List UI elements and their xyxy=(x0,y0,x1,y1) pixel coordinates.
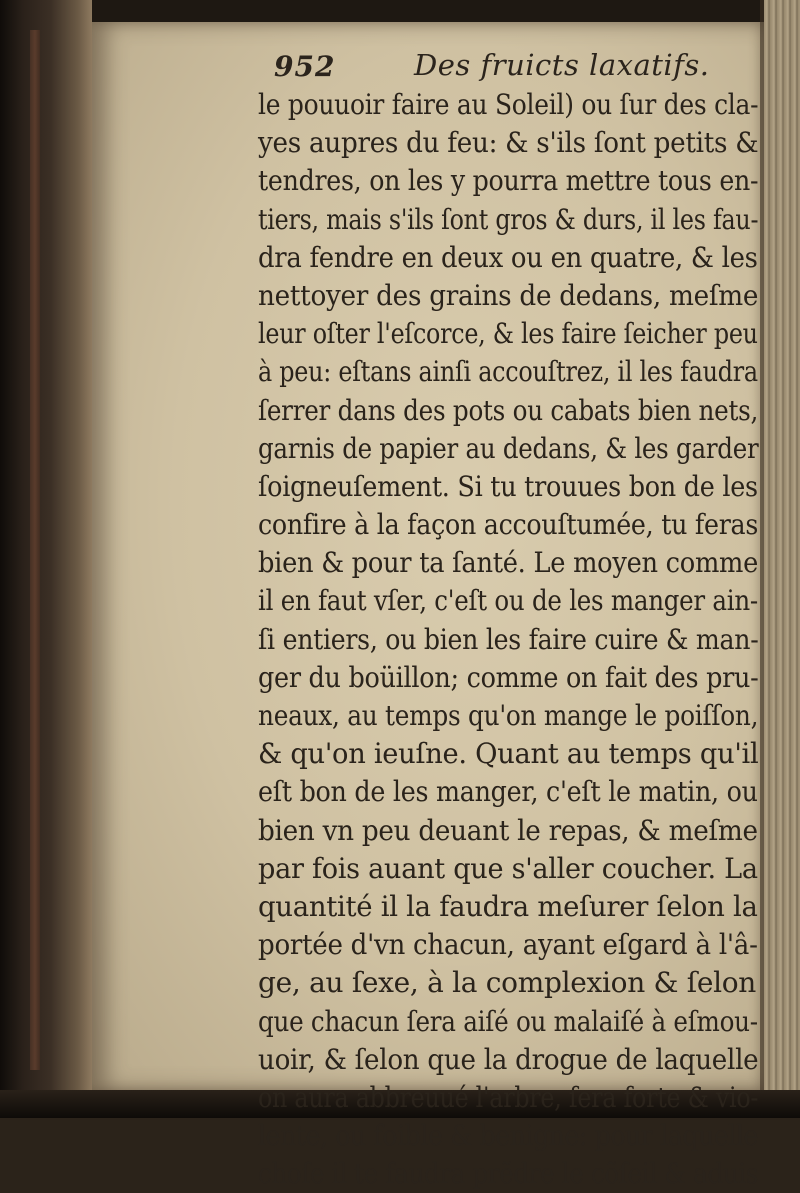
text-line: & qu'on ieuſne. Quant au temps qu'il xyxy=(258,737,759,771)
text-line: bien vn peu deuant le repas, & meſme xyxy=(258,813,758,847)
text-line: portée d'vn chacun, ayant eſgard à l'â- xyxy=(258,928,758,962)
text-line: confire à la façon accouſtumée, tu feras xyxy=(258,508,759,542)
text-line: neaux, au temps qu'on mange le poiſſon, xyxy=(258,699,759,732)
page-number: 952 xyxy=(274,50,336,83)
running-head xyxy=(274,44,734,84)
text-line: ſoigneuſement. Si tu trouues bon de les xyxy=(258,469,758,503)
text-line: on aura abbreuué l'arbre, ſera forte & vio- xyxy=(258,1080,759,1114)
text-line: tiers, mais s'ils ſont gros & durs, il les fau- xyxy=(258,202,759,236)
text-line: garnis de papier au dedans, & les garder xyxy=(258,431,759,465)
text-line: à peu: eſtans ainſi accouſtrez, il les faudra xyxy=(258,355,758,389)
text-line: ſi entiers, ou bien les faire cuire & man- xyxy=(258,622,759,656)
text-line: ger du boüillon; comme on fait des pru- xyxy=(258,660,759,694)
text-line: le pouuoir faire au Soleil) ou ſur des cla- xyxy=(258,88,759,121)
page-edges xyxy=(764,0,800,1118)
text-line: eſt bon de les manger, c'eſt le matin, ou xyxy=(258,775,758,809)
text-line: ge, au ſexe, à la complexion & ſelon xyxy=(258,966,757,1000)
text-line: tendres, on les y pourra mettre tous en- xyxy=(258,164,759,198)
text-line: il en faut vſer, c'eſt ou de les manger ain- xyxy=(258,584,758,618)
text-line: dra fendre en deux ou en quatre, & les xyxy=(258,240,758,274)
text-line: lente, ou foible & benigne: pour laquelle xyxy=(258,1119,759,1153)
text-line: que chacun ſera aiſé ou malaiſé à eſmou- xyxy=(258,1004,758,1038)
text-line: uoir, & ſelon que la drogue de laquelle xyxy=(258,1042,759,1076)
binding-edge xyxy=(30,30,40,1070)
text-line: quantité il la faudra meſurer ſelon la xyxy=(258,889,758,923)
text-line: bien & pour ta ſanté. Le moyen comme xyxy=(258,546,759,580)
running-title: Des fruicts laxatifs. xyxy=(414,48,710,82)
text-line: yes aupres du feu: & s'ils ſont petits & xyxy=(258,126,759,160)
text-line: leur oſter l'eſcorce, & les faire ſeicher peu xyxy=(258,317,758,351)
text-line: choſe il te faudra prẽdre le cõſeil & aduis xyxy=(258,1157,759,1191)
text-line: ſerrer dans des pots ou cabats bien nets, xyxy=(258,393,759,427)
text-line: par fois auant que s'aller coucher. La xyxy=(258,851,758,885)
text-line: nettoyer des grains de dedans, meſme xyxy=(258,278,759,312)
body-text xyxy=(258,86,758,1193)
book-binding-gutter xyxy=(0,0,92,1118)
